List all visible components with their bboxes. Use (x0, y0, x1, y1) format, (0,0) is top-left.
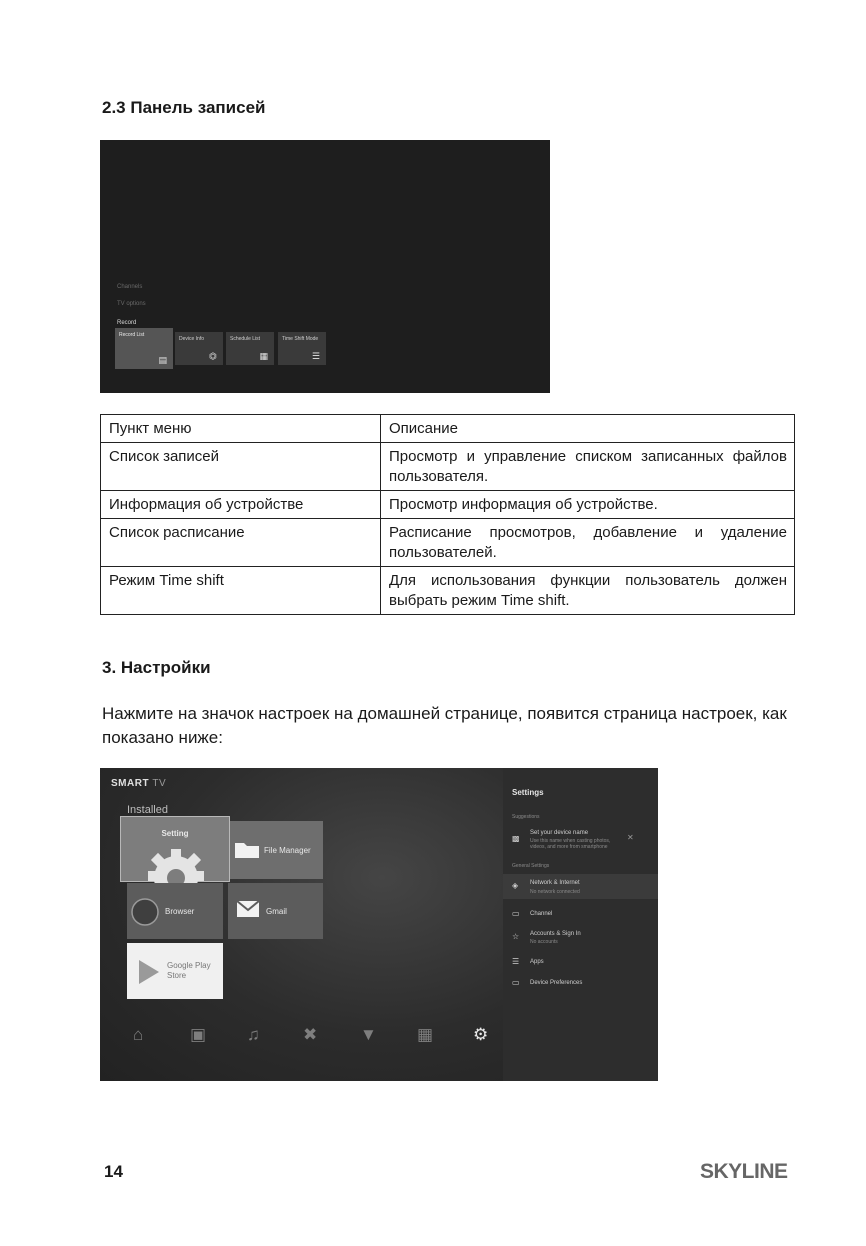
table-cell: Расписание просмотров, добавление и удаление пользователей. (381, 519, 795, 567)
channel-icon: ▭ (512, 909, 520, 918)
table-row (101, 443, 795, 491)
settings-item-channel[interactable]: Channel (530, 911, 553, 917)
tile-label: Time Shift Mode (282, 336, 319, 342)
gmail-tile[interactable] (228, 883, 323, 939)
table-cell: Список расписание (101, 519, 381, 567)
record-list-tile[interactable] (115, 328, 173, 369)
settings-panel (503, 768, 658, 1081)
google-play-tile[interactable] (127, 943, 223, 999)
time-shift-tile[interactable] (278, 332, 326, 365)
tile-label: Record List (119, 332, 145, 338)
tv-settings-screenshot (100, 768, 658, 1081)
close-icon[interactable]: ✕ (627, 833, 634, 842)
tv-input-icon[interactable]: ▣ (190, 1025, 207, 1044)
table-header-cell: Описание (381, 415, 795, 443)
apps-list-icon: ☰ (512, 957, 520, 966)
section-paragraph: Нажмите на значок настроек на домашней странице, появится страница настроек, как показано ниже: (102, 704, 787, 747)
mail-icon (236, 900, 260, 918)
apps-icon[interactable]: ▦ (417, 1025, 434, 1044)
settings-item-apps[interactable]: Apps (530, 959, 544, 965)
tile-label: Setting (161, 829, 189, 838)
settings-item-sub: No accounts (530, 939, 558, 945)
table-cell: Просмотр информация об устройстве. (381, 491, 795, 519)
logo-tv: TV (152, 778, 167, 789)
tile-label: Browser (165, 907, 195, 916)
table-header-row (101, 415, 795, 443)
wifi-icon: ◈ (512, 881, 519, 890)
settings-item-device[interactable]: Device Preferences (530, 980, 583, 986)
focused-item-highlight (503, 874, 658, 899)
music-icon[interactable]: ♫ (247, 1025, 260, 1044)
home-icon[interactable]: ⌂ (133, 1025, 144, 1044)
home-screen (100, 768, 503, 1081)
smart-tv-logo (111, 778, 166, 789)
device-info-tile[interactable] (175, 332, 223, 365)
sports-icon[interactable]: ✖ (303, 1025, 318, 1044)
section-title: 3. Настройки (102, 658, 211, 677)
device-icon: ▭ (512, 978, 520, 987)
settings-item-accounts[interactable]: Accounts & Sign In (530, 931, 581, 937)
file-manager-tile[interactable] (228, 821, 323, 879)
settings-icon[interactable]: ⚙ (473, 1025, 489, 1044)
menu-item-channels: Channels (117, 284, 143, 290)
section-title: 2.3 Панель записей (102, 98, 266, 117)
usb-icon: ⏣ (209, 351, 217, 361)
table-cell: Список записей (101, 443, 381, 491)
suggestion-desc: Use this name when casting photos, videos, and more from smartphone (530, 838, 611, 850)
accounts-icon: ☆ (512, 932, 520, 941)
list-icon: ▤ (158, 355, 167, 365)
suggestion-title[interactable]: Set your device name (530, 830, 589, 836)
table-cell: Информация об устройстве (101, 491, 381, 519)
installed-label: Installed (127, 804, 168, 816)
table-row (101, 519, 795, 567)
setting-tile[interactable] (120, 816, 230, 882)
checklist-icon: ☰ (311, 351, 320, 361)
tile-label: Device Info (179, 336, 205, 342)
tile-label: Schedule List (230, 336, 261, 342)
table-cell: Для использования функции пользователь должен выбрать режим Time shift. (381, 567, 795, 615)
cast-icon: ▩ (512, 834, 520, 843)
menu-description-table (100, 414, 795, 615)
record-panel-screenshot (100, 140, 550, 393)
menu-item-record: Record (117, 320, 137, 326)
suggestions-label: Suggestions (512, 814, 540, 820)
table-cell: Просмотр и управление списком записанных файлов пользователя. (381, 443, 795, 491)
calendar-icon: ▦ (259, 351, 268, 361)
table-row (101, 491, 795, 519)
settings-item-sub: No network connected (530, 889, 580, 895)
folder-icon (234, 839, 260, 859)
brand-logo: SKYLINE (700, 1160, 788, 1183)
browser-tile[interactable] (127, 883, 223, 939)
cart-icon[interactable]: ▼ (360, 1025, 377, 1044)
menu-item-tv-options: TV options (117, 301, 146, 307)
page-number: 14 (104, 1162, 123, 1181)
play-store-icon (137, 959, 161, 985)
logo-main: SMART (111, 778, 150, 789)
tile-label: Google Play Store (167, 961, 211, 980)
table-header-cell: Пункт меню (101, 415, 381, 443)
tile-label: File Manager (264, 846, 311, 855)
table-row (101, 567, 795, 615)
general-settings-label: General Settings (512, 863, 550, 869)
gear-icon (143, 845, 209, 883)
globe-icon (130, 897, 160, 927)
table-cell: Режим Time shift (101, 567, 381, 615)
settings-item-network[interactable]: Network & Internet (530, 880, 580, 886)
tile-label: Gmail (266, 907, 287, 916)
settings-title: Settings (512, 788, 544, 797)
schedule-list-tile[interactable] (226, 332, 274, 365)
